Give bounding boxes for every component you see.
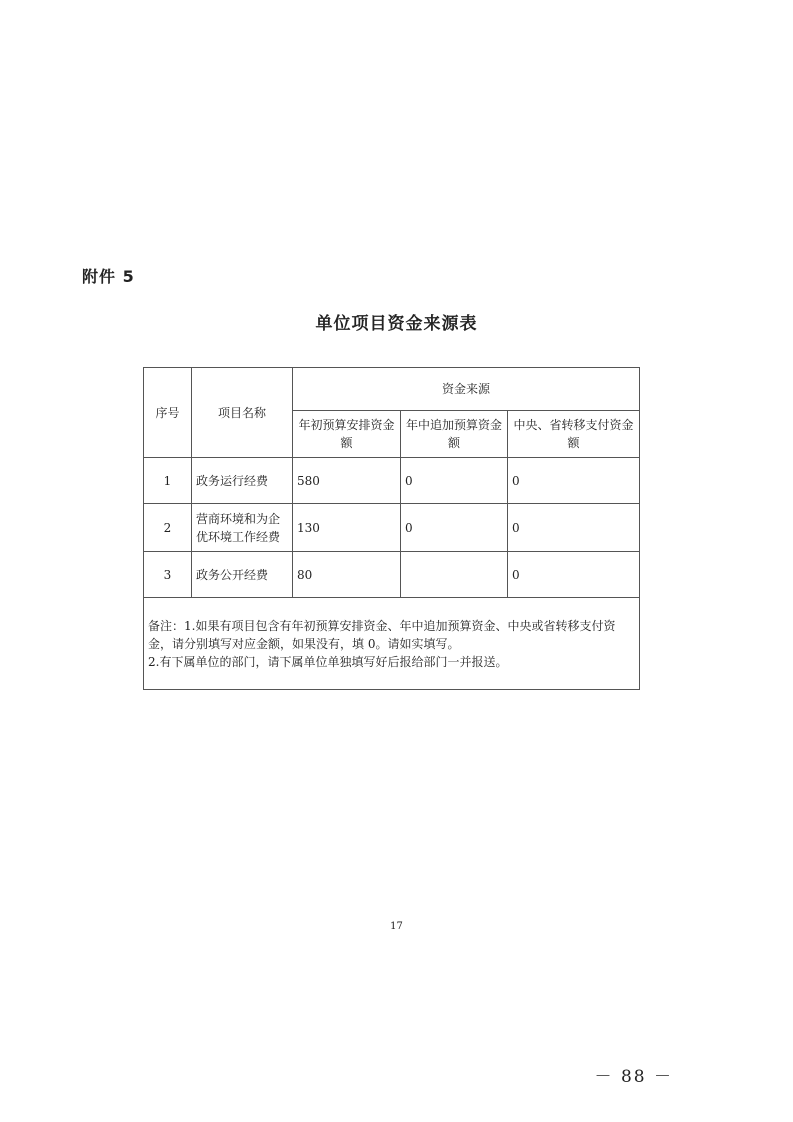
row-initial-budget: 80 <box>293 552 401 598</box>
row-project-name: 营商环境和为企优环境工作经费 <box>192 504 293 552</box>
row-initial-budget: 580 <box>293 458 401 504</box>
row-initial-budget: 130 <box>293 504 401 552</box>
header-transfer-funds: 中央、省转移支付资金额 <box>508 411 640 458</box>
note-line-1: 备注：1.如果有项目包含有年初预算安排资金、年中追加预算资金、中央或省转移支付资金，请分别填写对应金额，如果没有，填 0。请如实填写。 <box>148 618 616 651</box>
table-row <box>144 458 640 504</box>
header-index: 序号 <box>144 368 192 458</box>
note-line-2: 2.有下属单位的部门，请下属单位单独填写好后报给部门一并报送。 <box>148 654 508 669</box>
header-project-name: 项目名称 <box>192 368 293 458</box>
row-project-name: 政务公开经费 <box>192 552 293 598</box>
row-index: 2 <box>144 504 192 552</box>
row-transfer-funds: 0 <box>508 504 640 552</box>
row-project-name: 政务运行经费 <box>192 458 293 504</box>
page-number: 17 <box>390 921 403 932</box>
header-added-budget: 年中追加预算资金额 <box>401 411 508 458</box>
attachment-label: 附件 5 <box>82 267 135 286</box>
row-index: 3 <box>144 552 192 598</box>
row-transfer-funds: 0 <box>508 458 640 504</box>
table-row <box>144 552 640 598</box>
table-note <box>144 598 640 690</box>
row-added-budget: 0 <box>401 504 508 552</box>
header-fund-source: 资金来源 <box>293 368 640 411</box>
fund-source-table <box>143 367 640 690</box>
row-added-budget: 0 <box>401 458 508 504</box>
document-title: 单位项目资金来源表 <box>315 314 478 334</box>
row-index: 1 <box>144 458 192 504</box>
table-row <box>144 504 640 552</box>
row-transfer-funds: 0 <box>508 552 640 598</box>
header-initial-budget: 年初预算安排资金额 <box>293 411 401 458</box>
footer-page-number: － 88 － <box>594 1067 673 1087</box>
row-added-budget <box>401 552 508 598</box>
